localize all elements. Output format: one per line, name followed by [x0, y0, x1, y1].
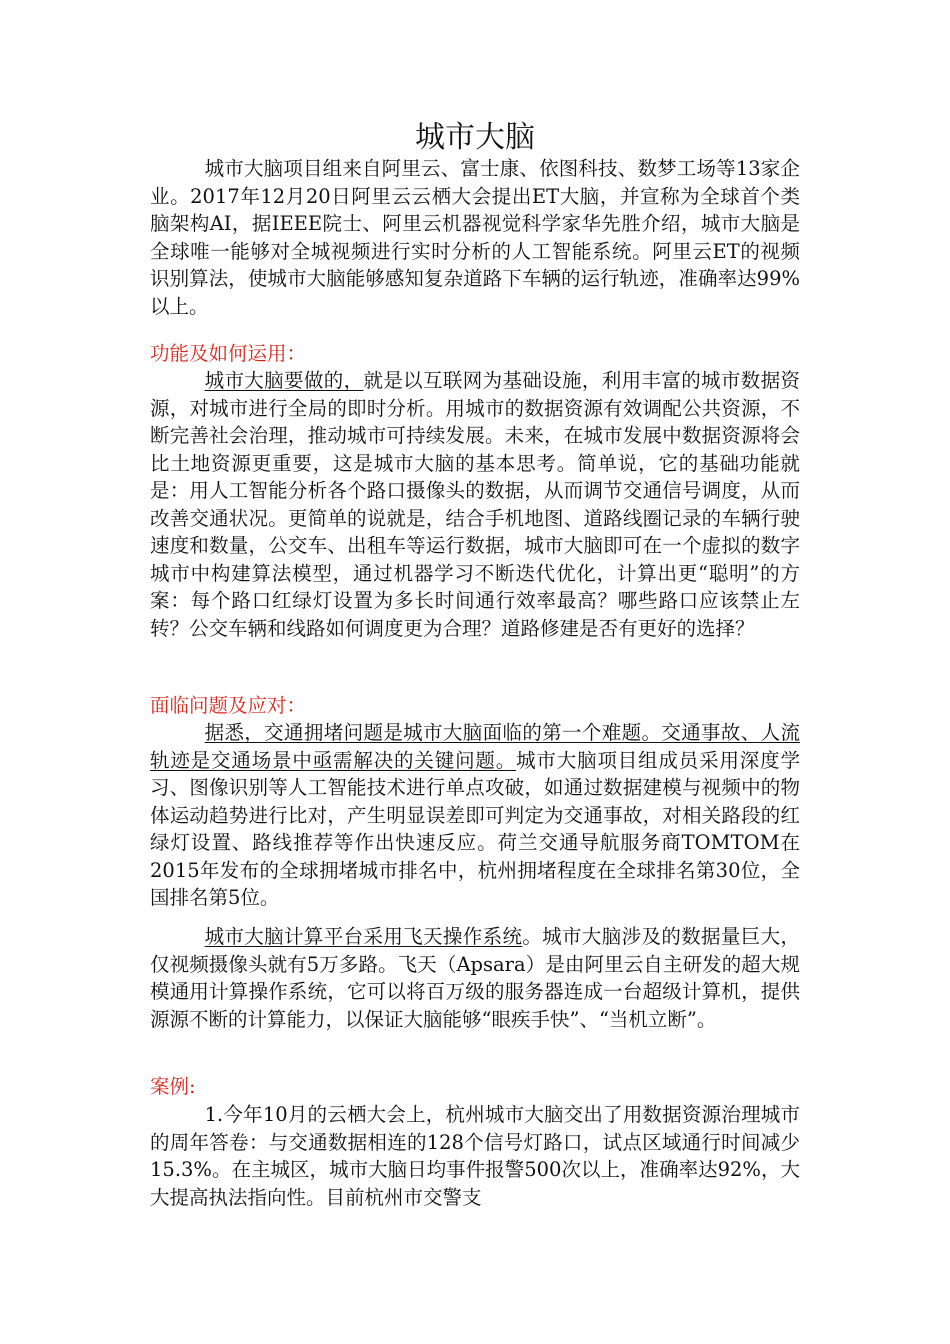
cases-paragraph: 1.今年10月的云栖大会上，杭州城市大脑交出了用数据资源治理城市的周年答卷：与交通数据相连的128个信号灯路口，试点区域通行时间减少15.3%。在主城区，城市大脑日均事件报警500次以上，准确率达92%，大大提高执法指向性。目前杭州市交警支 — [150, 1103, 800, 1209]
section-heading-problems: 面临问题及应对： — [150, 694, 307, 717]
section-heading-function: 功能及如何运用： — [150, 342, 307, 365]
page-title: 城市大脑 — [415, 120, 535, 155]
platform-paragraph — [150, 923, 800, 1033]
platform-lead: 城市大脑计算平台采用飞天操作系统 — [204, 925, 523, 948]
function-paragraph — [150, 367, 800, 642]
problems-body: 城市大脑项目组成员采用深度学习、图像识别等人工智能技术进行单点攻破，如通过数据建模与视频中的物体运动趋势进行比对，产生明显误差即可判定为交通事故，对相关路段的红绿灯设置、路线推荐等作出快速反应。荷兰交通导航服务商TOMTOM在2015年发布的全球拥堵城市排名中，杭州拥堵程度在全球排名第30位，全国排名第5位。 — [150, 748, 800, 909]
function-lead: 城市大脑要做的， — [204, 369, 364, 392]
intro-paragraph: 城市大脑项目组来自阿里云、富士康、依图科技、数梦工场等13家企业。2017年12月20日阿里云云栖大会提出ET大脑，并宣称为全球首个类脑架构AI，据IEEE院士、阿里云机器视觉科学家华先胜介绍，城市大脑是全球唯一能够对全城视频进行实时分析的人工智能系统。阿里云ET的视频识别算法，使城市大脑能够感知复杂道路下车辆的运行轨迹，准确率达99%以上。 — [150, 157, 800, 318]
problems-lead: 据悉，交通拥堵问题是城市大脑面临的第一个难题。交通事故、人流轨迹是交通场景中亟需解决的关键问题。 — [150, 721, 800, 772]
platform-body: 。城市大脑涉及的数据量巨大，仅视频摄像头就有5万多路。飞天（Apsara）是由阿里云自主研发的超大规模通用计算操作系统，它可以将百万级的服务器连成一台超级计算机，提供源源不断的计算能力，以保证大脑能够“眼疾手快”、“当机立断”。 — [150, 925, 800, 1031]
function-body: 就是以互联网为基础设施，利用丰富的城市数据资源，对城市进行全局的即时分析。用城市的数据资源有效调配公共资源，不断完善社会治理，推动城市可持续发展。未来，在城市发展中数据资源将会比土地资源更重要，这是城市大脑的基本思考。简单说，它的基础功能就是：用人工智能分析各个路口摄像头的数据，从而调节交通信号调度，从而改善交通状况。更简单的说就是，结合手机地图、道路线圈记录的车辆行驶速度和数量，公交车、出租车等运行数据，城市大脑即可在一个虚拟的数字城市中构建算法模型，通过机器学习不断迭代优化，计算出更“聪明”的方案：每个路口红绿灯设置为多长时间通行效率最高？哪些路口应该禁止左转？公交车辆和线路如何调度更为合理？道路修建是否有更好的选择？ — [150, 369, 800, 640]
problems-paragraph — [150, 719, 800, 912]
section-heading-cases: 案例: — [150, 1075, 196, 1098]
